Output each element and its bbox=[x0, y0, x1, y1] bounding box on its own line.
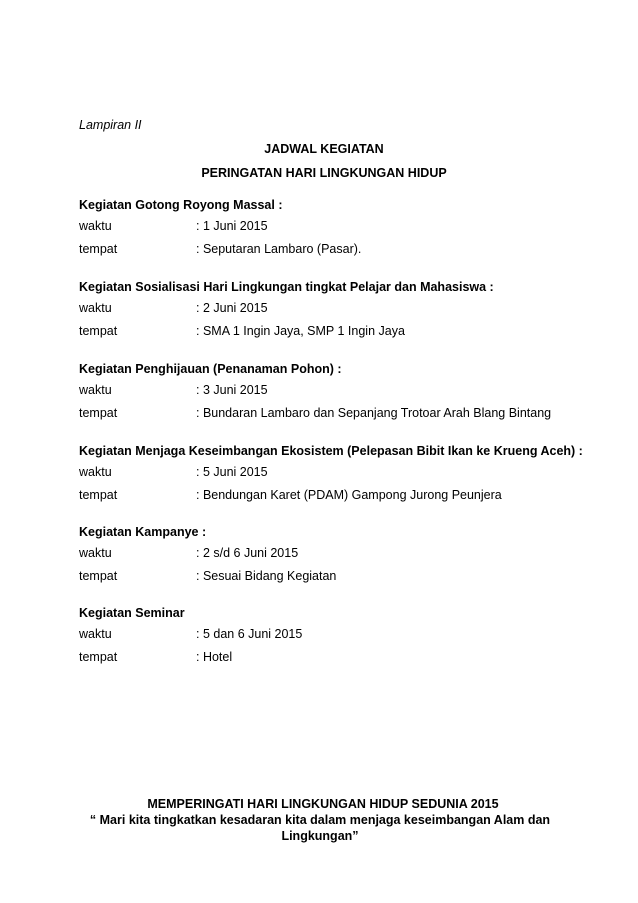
activity-section bbox=[79, 443, 619, 510]
activity-heading: Kegiatan Sosialisasi Hari Lingkungan tingkat Pelajar dan Mahasiswa : bbox=[79, 280, 494, 294]
place-label: tempat bbox=[79, 324, 118, 338]
time-value: : 5 dan 6 Juni 2015 bbox=[196, 627, 303, 641]
time-label: waktu bbox=[79, 383, 112, 397]
attachment-label: Lampiran II bbox=[79, 118, 142, 132]
time-value: : 1 Juni 2015 bbox=[196, 219, 268, 233]
place-row bbox=[79, 323, 579, 346]
time-row bbox=[79, 382, 579, 405]
place-value: : Seputaran Lambaro (Pasar). bbox=[196, 242, 362, 256]
time-value: : 2 s/d 6 Juni 2015 bbox=[196, 546, 299, 560]
time-row bbox=[79, 545, 579, 568]
activity-section bbox=[79, 279, 579, 346]
activity-heading: Kegiatan Gotong Royong Massal : bbox=[79, 198, 283, 212]
activity-section bbox=[79, 361, 579, 428]
place-row bbox=[79, 241, 579, 264]
footer-heading: MEMPERINGATI HARI LINGKUNGAN HIDUP SEDUNIA 2015 bbox=[147, 797, 499, 811]
place-row bbox=[79, 487, 619, 510]
place-value: : Bendungan Karet (PDAM) Gampong Jurong Peunjera bbox=[196, 488, 502, 502]
time-label: waktu bbox=[79, 627, 112, 641]
place-label: tempat bbox=[79, 242, 118, 256]
activity-section bbox=[79, 605, 579, 672]
place-row bbox=[79, 568, 579, 591]
place-row bbox=[79, 649, 579, 672]
activity-section bbox=[79, 197, 579, 264]
time-row bbox=[79, 464, 619, 487]
place-label: tempat bbox=[79, 650, 118, 664]
activity-section bbox=[79, 524, 579, 591]
document-title: JADWAL KEGIATAN bbox=[264, 142, 384, 156]
place-label: tempat bbox=[79, 406, 118, 420]
time-value: : 5 Juni 2015 bbox=[196, 465, 268, 479]
activity-heading: Kegiatan Seminar bbox=[79, 606, 185, 620]
document-subtitle: PERINGATAN HARI LINGKUNGAN HIDUP bbox=[201, 166, 447, 180]
time-label: waktu bbox=[79, 546, 112, 560]
place-value: : SMA 1 Ingin Jaya, SMP 1 Ingin Jaya bbox=[196, 324, 405, 338]
time-label: waktu bbox=[79, 219, 112, 233]
footer-slogan: “ Mari kita tingkatkan kesadaran kita dalam menjaga keseimbangan Alam dan Lingkungan” bbox=[89, 813, 551, 843]
time-value: : 3 Juni 2015 bbox=[196, 383, 268, 397]
time-row bbox=[79, 300, 579, 323]
time-label: waktu bbox=[79, 465, 112, 479]
place-row bbox=[79, 405, 579, 428]
activity-heading: Kegiatan Kampanye : bbox=[79, 525, 207, 539]
activity-heading: Kegiatan Penghijauan (Penanaman Pohon) : bbox=[79, 362, 342, 376]
place-value: : Hotel bbox=[196, 650, 233, 664]
time-value: : 2 Juni 2015 bbox=[196, 301, 268, 315]
place-value: : Bundaran Lambaro dan Sepanjang Trotoar Arah Blang Bintang bbox=[196, 406, 552, 420]
place-label: tempat bbox=[79, 569, 118, 583]
time-row bbox=[79, 218, 579, 241]
place-label: tempat bbox=[79, 488, 118, 502]
time-row bbox=[79, 626, 579, 649]
place-value: : Sesuai Bidang Kegiatan bbox=[196, 569, 337, 583]
activity-heading: Kegiatan Menjaga Keseimbangan Ekosistem (Pelepasan Bibit Ikan ke Krueng Aceh) : bbox=[79, 444, 583, 458]
time-label: waktu bbox=[79, 301, 112, 315]
